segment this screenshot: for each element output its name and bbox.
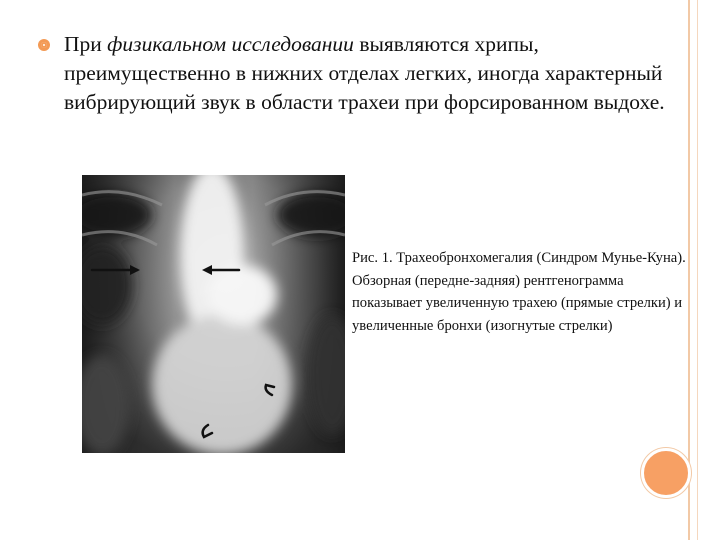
- body-paragraph: [64, 30, 684, 117]
- paragraph-text-start: При: [64, 32, 108, 56]
- bullet-icon: [38, 39, 50, 51]
- paragraph-italic-term: физикальном исследовании: [107, 32, 354, 56]
- figure-caption: Рис. 1. Трахеобронхомегалия (Синдром Мунье-Куна). Обзорная (передне-задняя) рентгенограмма показывает увеличенную трахею (прямые стрелки) и увеличенные бронхи (изогнутые стрелки): [352, 250, 686, 334]
- decorative-circle: [641, 448, 691, 498]
- paragraph-text-rest: выявляются хрипы, преимущественно в нижних отделах легких, иногда характерный вибрирующий звук в области трахеи при форсированном выдохе.: [64, 32, 665, 114]
- xray-image: [82, 175, 345, 453]
- decorative-line: [697, 0, 698, 540]
